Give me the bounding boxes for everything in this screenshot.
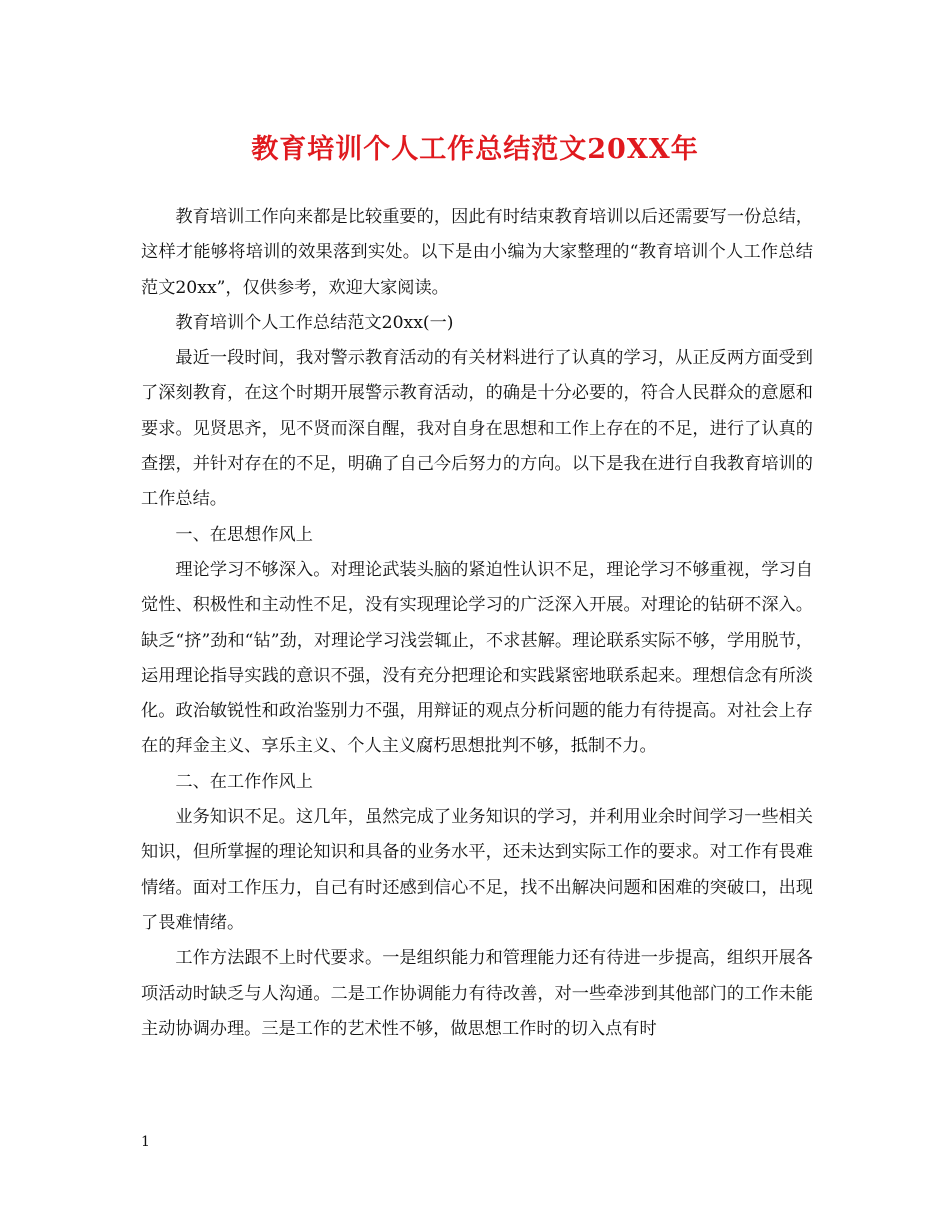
subheading-thought-style: 一、在思想作风上: [175, 524, 313, 545]
body-paragraph: 最近一段时间，我对警示教育活动的有关材料进行了认真的学习，从正反两方面受到了深刻教育，在这个时期开展警示教育活动，的确是十分必要的，符合人民群众的意愿和要求。见贤思齐，见不贤而深自醒，我对自身在思想和工作上存在的不足，进行了认真的查摆，并针对存在的不足，明确了自己今后努力的方向。以下是我在进行自我教育培训的工作总结。: [141, 348, 813, 510]
subheading-work-style: 二、在工作作风上: [175, 771, 313, 792]
intro-paragraph: 教育培训工作向来都是比较重要的，因此有时结束教育培训以后还需要写一份总结，这样才能够将培训的效果落到实处。以下是由小编为大家整理的“教育培训个人工作总结范文20xx”，仅供参考，欢迎大家阅读。: [141, 207, 813, 298]
document-title: 教育培训个人工作总结范文20XX年: [251, 134, 699, 165]
body-paragraph: 工作方法跟不上时代要求。一是组织能力和管理能力还有待进一步提高，组织开展各项活动时缺乏与人沟通。二是工作协调能力有待改善，对一些牵涉到其他部门的工作未能主动协调办理。三是工作的艺术性不够，做思想工作时的切入点有时: [141, 948, 813, 1039]
document-body: [141, 200, 813, 1047]
page-number: 1: [141, 1134, 150, 1150]
section-title: 教育培训个人工作总结范文20xx(一): [175, 312, 454, 333]
body-paragraph: 理论学习不够深入。对理论武装头脑的紧迫性认识不足，理论学习不够重视，学习自觉性、积极性和主动性不足，没有实现理论学习的广泛深入开展。对理论的钻研不深入。缺乏“挤”劲和“钻”劲，对理论学习浅尝辄止，不求甚解。理论联系实际不够，学用脱节，运用理论指导实践的意识不强，没有充分把理论和实践紧密地联系起来。理想信念有所淡化。政治敏锐性和政治鉴别力不强，用辩证的观点分析问题的能力有待提高。对社会上存在的拜金主义、享乐主义、个人主义腐朽思想批判不够，抵制不力。: [141, 559, 813, 757]
body-paragraph: 业务知识不足。这几年，虽然完成了业务知识的学习，并利用业余时间学习一些相关知识，但所掌握的理论知识和具备的业务水平，还未达到实际工作的要求。对工作有畏难情绪。面对工作压力，自己有时还感到信心不足，找不出解决问题和困难的突破口，出现了畏难情绪。: [141, 807, 813, 933]
